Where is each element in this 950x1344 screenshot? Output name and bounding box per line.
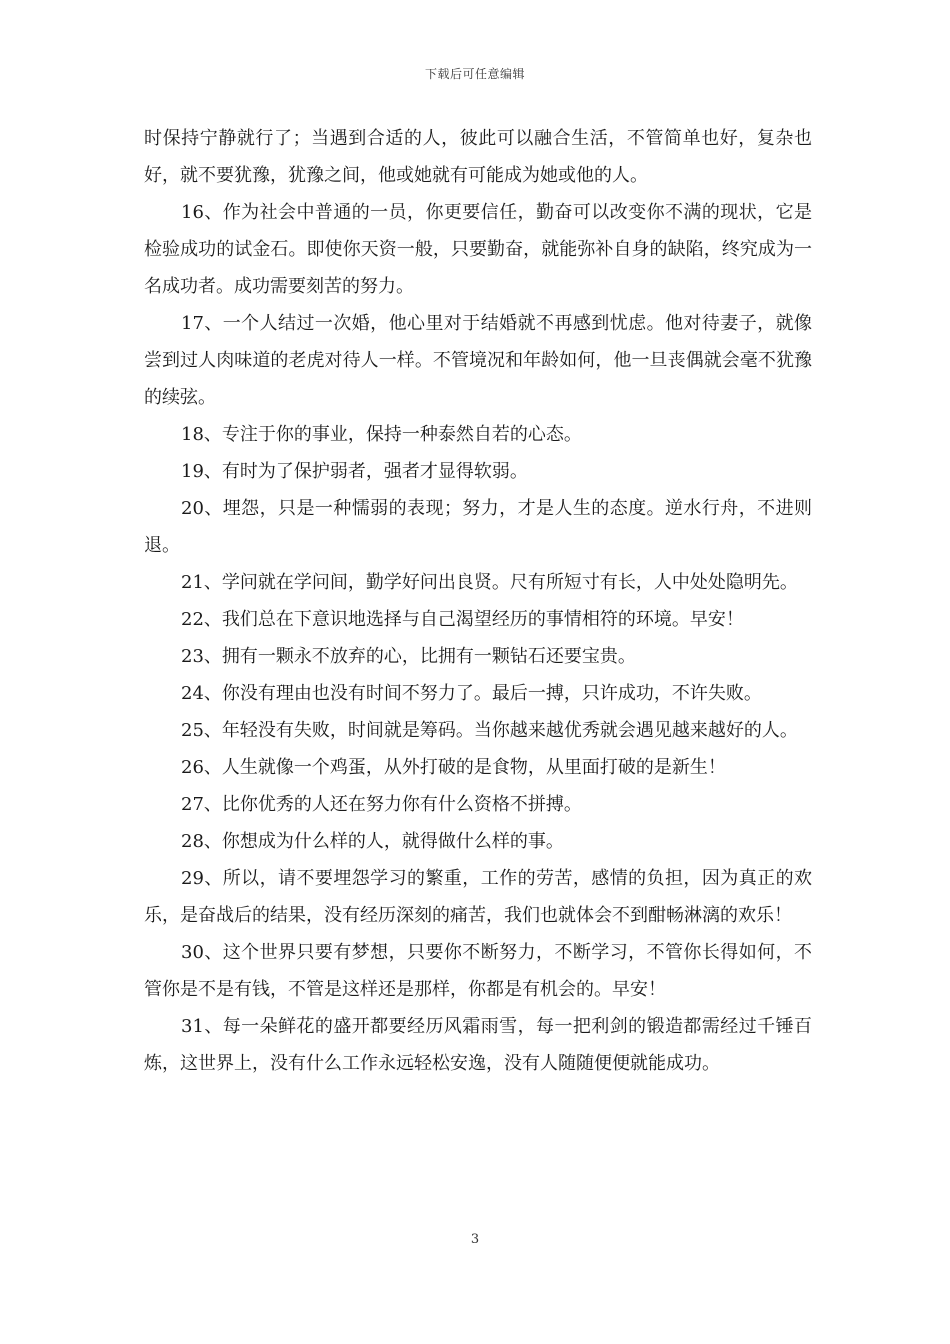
paragraph-continued: 时保持宁静就行了；当遇到合适的人，彼此可以融合生活，不管简单也好，复杂也好，就不要犹豫，犹豫之间，他或她就有可能成为她或他的人。 (144, 128, 812, 186)
paragraph-16: 16、作为社会中普通的一员，你更要信任，勤奋可以改变你不满的现状，它是检验成功的试金石。即使你天资一般，只要勤奋，就能弥补自身的缺陷，终究成为一名成功者。成功需要刻苦的努力。 (144, 202, 812, 297)
paragraph-26: 26、人生就像一个鸡蛋，从外打破的是食物，从里面打破的是新生！ (181, 757, 726, 778)
paragraph-25: 25、年轻没有失败，时间就是筹码。当你越来越优秀就会遇见越来越好的人。 (181, 720, 798, 741)
paragraph-21: 21、学问就在学问间，勤学好问出良贤。尺有所短寸有长，人中处处隐明先。 (181, 572, 798, 593)
paragraph-24: 24、你没有理由也没有时间不努力了。最后一搏，只许成功，不许失败。 (181, 683, 762, 704)
paragraph-28: 28、你想成为什么样的人，就得做什么样的事。 (181, 831, 564, 852)
document-body (144, 120, 812, 1082)
paragraph-17: 17、一个人结过一次婚，他心里对于结婚就不再感到忧虑。他对待妻子，就像尝到过人肉味道的老虎对待人一样。不管境况和年龄如何，他一旦丧偶就会毫不犹豫的续弦。 (144, 313, 812, 408)
paragraph-18: 18、专注于你的事业，保持一种泰然自若的心态。 (181, 424, 582, 445)
page-number: 3 (470, 1232, 480, 1247)
paragraph-30: 30、这个世界只要有梦想，只要你不断努力，不断学习，不管你长得如何，不管你是不是有钱，不管是这样还是那样，你都是有机会的。早安！ (144, 942, 812, 1000)
paragraph-31: 31、每一朵鲜花的盛开都要经历风霜雨雪，每一把利剑的锻造都需经过千锤百炼，这世界上，没有什么工作永远轻松安逸，没有人随随便便就能成功。 (144, 1016, 812, 1074)
paragraph-22: 22、我们总在下意识地选择与自己渴望经历的事情相符的环境。早安！ (181, 609, 744, 630)
page-header: 下载后可任意编辑 (424, 67, 525, 81)
paragraph-23: 23、拥有一颗永不放弃的心，比拥有一颗钻石还要宝贵。 (181, 646, 636, 667)
paragraph-19: 19、有时为了保护弱者，强者才显得软弱。 (181, 461, 528, 482)
paragraph-20: 20、埋怨，只是一种懦弱的表现；努力，才是人生的态度。逆水行舟，不进则退。 (144, 498, 812, 556)
paragraph-27: 27、比你优秀的人还在努力你有什么资格不拼搏。 (181, 794, 582, 815)
paragraph-29: 29、所以，请不要埋怨学习的繁重，工作的劳苦，感情的负担，因为真正的欢乐，是奋战后的结果，没有经历深刻的痛苦，我们也就体会不到酣畅淋漓的欢乐！ (144, 868, 812, 926)
